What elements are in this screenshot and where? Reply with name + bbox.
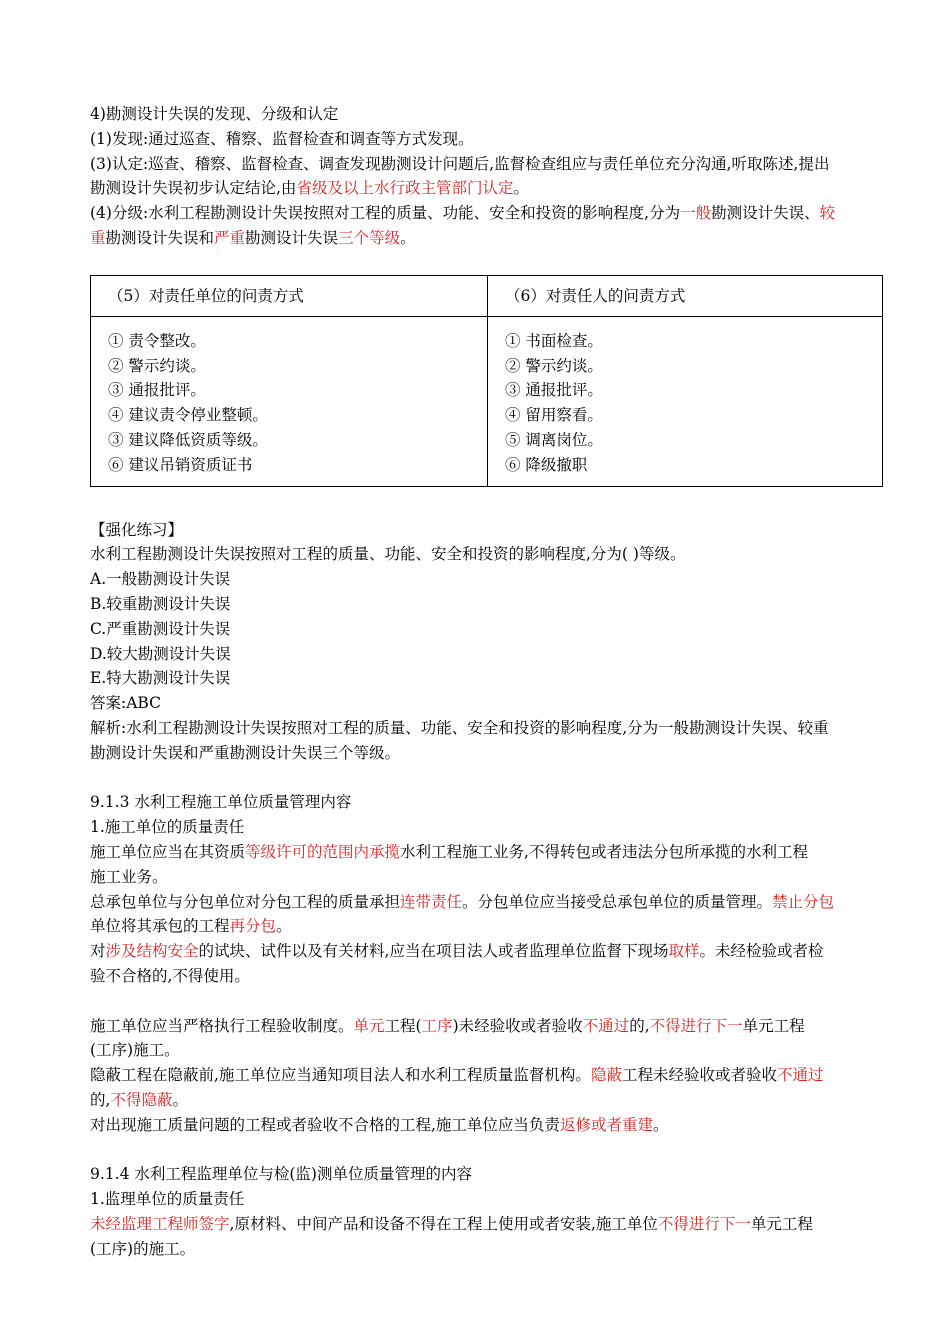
supervisor-line1: 未经监理工程师签字,原材料、中间产品和设备不得在工程上使用或者安装,施工单位不得进行下一单元工程 <box>90 1214 813 1233</box>
determination-paragraph-line2: 勘测设计失误初步认定结论,由省级及以上水行政主管部门认定。 <box>90 179 529 198</box>
list-item: ③ 通报批评。 <box>505 381 603 400</box>
section-4-title: 4)勘测设计失误的发现、分级和认定 <box>90 105 339 123</box>
table-header-person: （6）对责任人的问责方式 <box>488 275 883 316</box>
sampling-line1: 对涉及结构安全的试块、试件以及有关材料,应当在项目法人或者监理单位监督下现场取样。未经检验或者检 <box>90 942 824 961</box>
option-b: B.较重勘测设计失误 <box>90 594 231 613</box>
discovery-paragraph: (1)发现:通过巡查、稽察、监督检查和调查等方式发现。 <box>90 129 474 148</box>
supervisor-line2: (工序)的施工。 <box>90 1239 196 1258</box>
contractor-scope-line1: 施工单位应当在其资质等级许可的范围内承揽水利工程施工业务,不得转包或者违法分包所承揽的水利工程 <box>90 842 808 861</box>
subcontract-line2: 单位将其承包的工程再分包。 <box>90 917 292 936</box>
grading-paragraph-line2: 重勘测设计失误和严重勘测设计失误三个等级。 <box>90 228 416 247</box>
list-item: ① 责令整改。 <box>108 331 206 350</box>
list-item: ⑥ 降级撤职 <box>505 455 588 474</box>
list-item: ③ 通报批评。 <box>108 381 206 400</box>
practice-title: 【强化练习】 <box>90 520 184 539</box>
practice-question: 水利工程勘测设计失误按照对工程的质量、功能、安全和投资的影响程度,分为( )等级。 <box>90 545 686 564</box>
answer: 答案:ABC <box>90 694 161 713</box>
acceptance-line1: 施工单位应当严格执行工程验收制度。单元工程(工序)未经验收或者验收不通过的,不得进行下一单元工程 <box>90 1016 805 1035</box>
subcontract-line1: 总承包单位与分包单位对分包工程的质量承担连带责任。分包单位应当接受总承包单位的质量管理。禁止分包 <box>90 892 835 911</box>
list-item: ② 警示约谈。 <box>505 356 603 375</box>
list-item: ③ 建议降低资质等级。 <box>108 430 268 449</box>
option-c: C.严重勘测设计失误 <box>90 619 231 638</box>
section-914-sub1: 1.监理单位的质量责任 <box>90 1190 245 1209</box>
contractor-scope-line2: 施工业务。 <box>90 867 168 886</box>
table-header-unit: （5）对责任单位的问责方式 <box>91 275 488 316</box>
concealed-line1: 隐蔽工程在隐蔽前,施工单位应当通知项目法人和水利工程质量监督机构。隐蔽工程未经验收或者验收不通过 <box>90 1066 824 1085</box>
unit-measures-cell <box>91 316 488 486</box>
section-913-sub1: 1.施工单位的质量责任 <box>90 818 245 837</box>
section-914-title: 9.1.4 水利工程监理单位与检(监)测单位质量管理的内容 <box>90 1165 472 1184</box>
determination-paragraph-line1: (3)认定:巡查、稽察、监督检查、调查发现勘测设计问题后,监督检查组应与责任单位充分沟通,听取陈述,提出 <box>90 154 830 173</box>
list-item: ② 警示约谈。 <box>108 356 206 375</box>
analysis-line1: 解析:水利工程勘测设计失误按照对工程的质量、功能、安全和投资的影响程度,分为一般勘测设计失误、较重 <box>90 718 829 737</box>
option-a: A.一般勘测设计失误 <box>90 570 231 589</box>
option-e: E.特大勘测设计失误 <box>90 669 231 688</box>
rework-line: 对出现施工质量问题的工程或者验收不合格的工程,施工单位应当负责返修或者重建。 <box>90 1115 669 1134</box>
list-item: ④ 建议责令停业整顿。 <box>108 406 268 425</box>
acceptance-line2: (工序)施工。 <box>90 1041 180 1060</box>
person-measures-cell <box>488 316 883 486</box>
option-d: D.较大勘测设计失误 <box>90 644 231 663</box>
list-item: ④ 留用察看。 <box>505 406 603 425</box>
section-913-title: 9.1.3 水利工程施工单位质量管理内容 <box>90 793 352 812</box>
list-item: ⑥ 建议吊销资质证书 <box>108 455 253 474</box>
concealed-line2: 的,不得隐蔽。 <box>90 1090 188 1109</box>
accountability-table <box>90 275 883 487</box>
sampling-line2: 验不合格的,不得使用。 <box>90 966 250 985</box>
list-item: ① 书面检查。 <box>505 331 603 350</box>
document-page <box>90 102 883 1261</box>
analysis-line2: 勘测设计失误和严重勘测设计失误三个等级。 <box>90 743 401 762</box>
list-item: ⑤ 调离岗位。 <box>505 430 603 449</box>
grading-paragraph-line1: (4)分级:水利工程勘测设计失误按照对工程的质量、功能、安全和投资的影响程度,分为一般勘测设计失误、较 <box>90 204 836 223</box>
